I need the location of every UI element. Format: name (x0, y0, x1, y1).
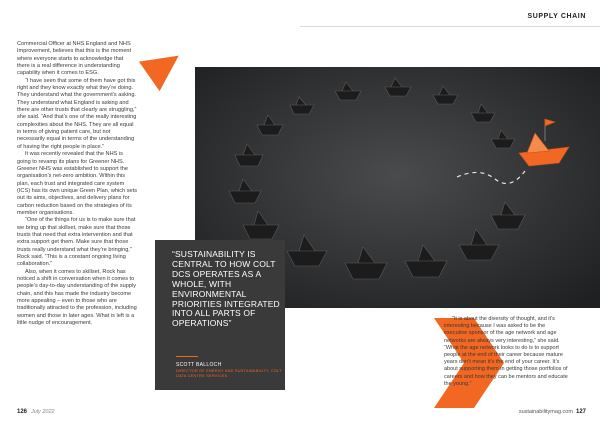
footer-right (519, 409, 586, 415)
article-paragraph: Commercial Officer at NHS England and NHS Improvement, believes that this is the moment where everyone starts to acknowledge that there is a real difference in understanding capability when it comes to ESG. (17, 41, 132, 77)
section-header: SUPPLY CHAIN (527, 13, 586, 20)
article-paragraph: It was recently revealed that the NHS is going to revamp its plans for Greener NHS. Greener NHS was established to support the organisation’s net-zero ambition. Within this plan, each trust and integrated care system (ICS) has its own unique Green Plan, which sets out its aims, objectives, and delivery plans for carbon reduction based on the strategies of its member organisations. (17, 151, 138, 216)
article-paragraph-text: “It is about the diversity of thought, and it’s interesting because I was asked to be the executive sponsor of the age network and age networks are always very interesting,” she said. “What the age network looks to do is to support people at the end of their career because mature years don’t mean it’s the end of your career. It’s about supporting them in getting those portfolios of careers and how they can be mentors and educate the young.” (444, 316, 568, 387)
pull-quote-role: DIRECTOR OF ENERGY AND SUSTAINABILITY, COLT DATA CENTRE SERVICES (176, 368, 282, 378)
pull-quote-name: SCOTT BALLOCH (176, 362, 222, 368)
article-paragraph (444, 316, 569, 388)
pull-quote-text: “SUSTAINABILITY IS CENTRAL TO HOW COLT DCS OPERATES AS A WHOLE, WITH ENVIRONMENTAL PRIORITIES INTEGRATED INTO ALL PARTS OF OPERATIONS” (172, 249, 280, 329)
end-mark-icon (474, 381, 479, 386)
header-divider (300, 26, 600, 27)
page-number-left: 126 (17, 409, 28, 415)
article-paragraph: Also, when it comes to skillset, Rock has noticed a shift in conversation when it comes to people’s day-to-day understanding of the supply chain, and this has made the industry become more appealing – even to those who are traditionally attracted to the profession, including women and those in later ages. What is left is a little nudge of encouragement. (17, 268, 137, 327)
issue-month: July 2022 (31, 409, 55, 415)
footer-left (17, 409, 55, 415)
left-article-column (17, 41, 137, 327)
site-url: sustainabilitymag.com (518, 409, 573, 415)
pull-quote-divider (176, 356, 198, 357)
decorative-orange-triangle (139, 41, 189, 91)
right-article-column (444, 316, 569, 388)
article-paragraph: “I have seen that some of them have got this right and they know exactly what they’re doing. They understand what the government’s asking. They understand what England is asking and there are other trusts that clearly are struggling,” she said. “And that’s one of the really interesting complexities about the NHS. They are all equal in terms of giving patient care, but not necessarily equal in terms of the understanding of having the right people in place.” (17, 77, 137, 150)
page-number-right: 127 (575, 409, 586, 415)
article-paragraph: “One of the things for us is to make sure that we bring up that skillset, make sure that those trusts that need that extra intervention and that extra support get them. Make sure that those trusts really understand what they’re bringing,” Rock said. “This is a constant ongoing living collaboration.” (17, 217, 136, 268)
